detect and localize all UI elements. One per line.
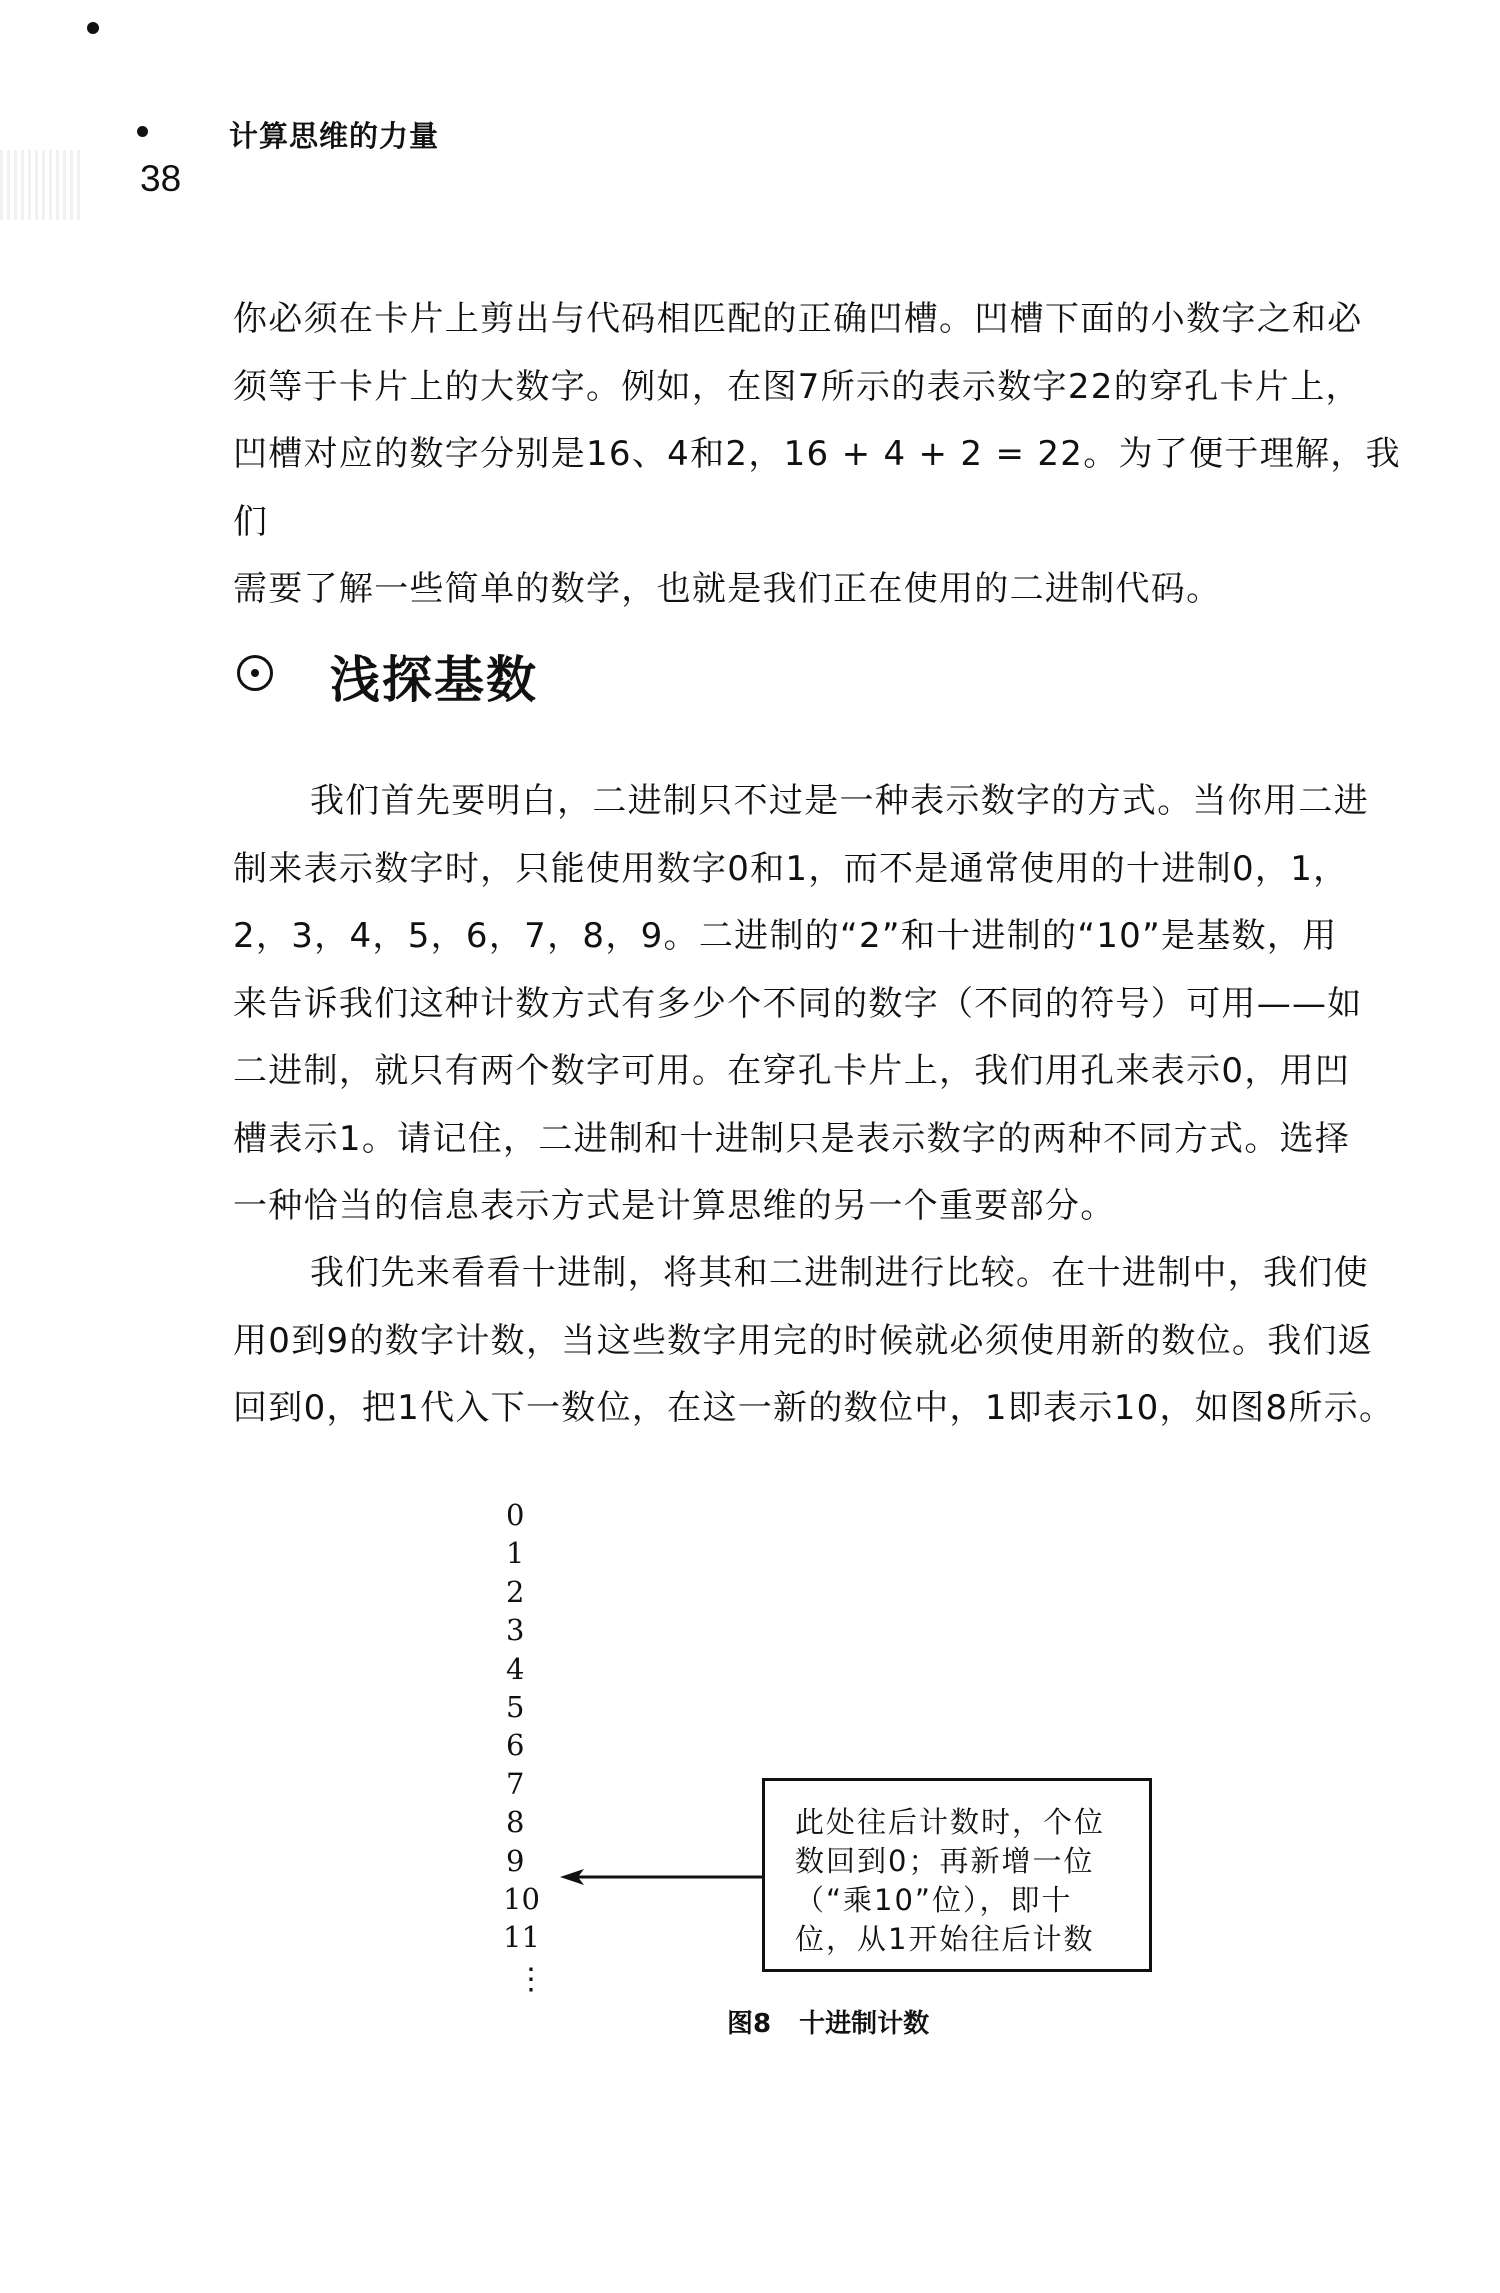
figure-label: 图8 bbox=[727, 2009, 772, 2039]
count-number: 10 bbox=[503, 1882, 540, 1916]
text-line: 你必须在卡片上剪出与代码相匹配的正确凹槽。凹槽下面的小数字之和必 bbox=[233, 299, 1363, 339]
ellipsis: ⋮ bbox=[516, 1962, 546, 1997]
callout-line: 位，从1开始往后计数 bbox=[795, 1922, 1095, 1956]
running-header-title: 计算思维的力量 bbox=[229, 119, 440, 153]
count-number: 2 bbox=[506, 1574, 525, 1609]
text-line: 制来表示数字时，只能使用数字0和1，而不是通常使用的十进制0，1， bbox=[233, 848, 1349, 889]
text-line: 槽表示1。请记住，二进制和十进制只是表示数字的两种不同方式。选择 bbox=[233, 1118, 1351, 1159]
text-line: 需要了解一些简单的数学，也就是我们正在使用的二进制代码。 bbox=[233, 569, 1222, 609]
bullet-icon bbox=[87, 22, 99, 34]
text-line: 须等于卡片上的大数字。例如，在图7所示的表示数字22的穿孔卡片上， bbox=[233, 366, 1361, 407]
body-paragraph-2 bbox=[233, 1240, 1433, 1443]
text-line: 我们首先要明白，二进制只不过是一种表示数字的方式。当你用二进 bbox=[310, 781, 1369, 821]
text-line: 二进制，就只有两个数字可用。在穿孔卡片上，我们用孔来表示0，用凹 bbox=[233, 1051, 1351, 1091]
text-line: 凹槽对应的数字分别是16、4和2，16 + 4 + 2 = 22。为了便于理解，我们 bbox=[233, 434, 1401, 542]
bullet-icon bbox=[137, 126, 148, 137]
count-number: 6 bbox=[506, 1728, 525, 1763]
text-line: 用0到9的数字计数，当这些数字用完的时候就必须使用新的数位。我们返 bbox=[233, 1320, 1374, 1361]
count-number: 11 bbox=[503, 1920, 540, 1955]
count-number: 4 bbox=[506, 1651, 525, 1686]
page-number: 38 bbox=[140, 158, 182, 199]
figure-caption bbox=[727, 2003, 929, 2040]
callout-line: （“乘10”位），即十 bbox=[795, 1883, 1073, 1917]
callout-text bbox=[795, 1803, 1135, 1959]
count-number: 8 bbox=[506, 1805, 525, 1840]
text-line: 来告诉我们这种计数方式有多少个不同的数字（不同的符号）可用——如 bbox=[233, 983, 1363, 1024]
count-number: 9 bbox=[506, 1843, 525, 1878]
count-number: 0 bbox=[506, 1498, 525, 1532]
text-line: 我们先来看看十进制，将其和二进制进行比较。在十进制中，我们使 bbox=[310, 1253, 1369, 1293]
arrow bbox=[560, 1866, 765, 1888]
count-number: 1 bbox=[506, 1536, 525, 1571]
callout-line: 此处往后计数时，个位 bbox=[795, 1805, 1106, 1839]
body-paragraph-1 bbox=[233, 768, 1433, 1241]
section-heading: 浅探基数 bbox=[330, 651, 538, 709]
scan-artifact bbox=[0, 150, 80, 220]
count-number: 5 bbox=[506, 1690, 525, 1724]
count-number: 7 bbox=[506, 1766, 525, 1801]
count-number: 3 bbox=[506, 1613, 525, 1648]
text-line: 2，3，4，5，6，7，8，9。二进制的“2”和十进制的“10”是基数，用 bbox=[233, 916, 1338, 956]
callout-box bbox=[762, 1778, 1152, 1972]
text-line: 回到0，把1代入下一数位，在这一新的数位中，1即表示10，如图8所示。 bbox=[233, 1388, 1395, 1428]
callout-line: 数回到0；再新增一位 bbox=[795, 1844, 1095, 1878]
intro-paragraph bbox=[233, 286, 1433, 624]
figure-title: 十进制计数 bbox=[799, 2009, 930, 2039]
circled-dot-icon bbox=[237, 655, 273, 691]
text-line: 一种恰当的信息表示方式是计算思维的另一个重要部分。 bbox=[233, 1186, 1116, 1226]
